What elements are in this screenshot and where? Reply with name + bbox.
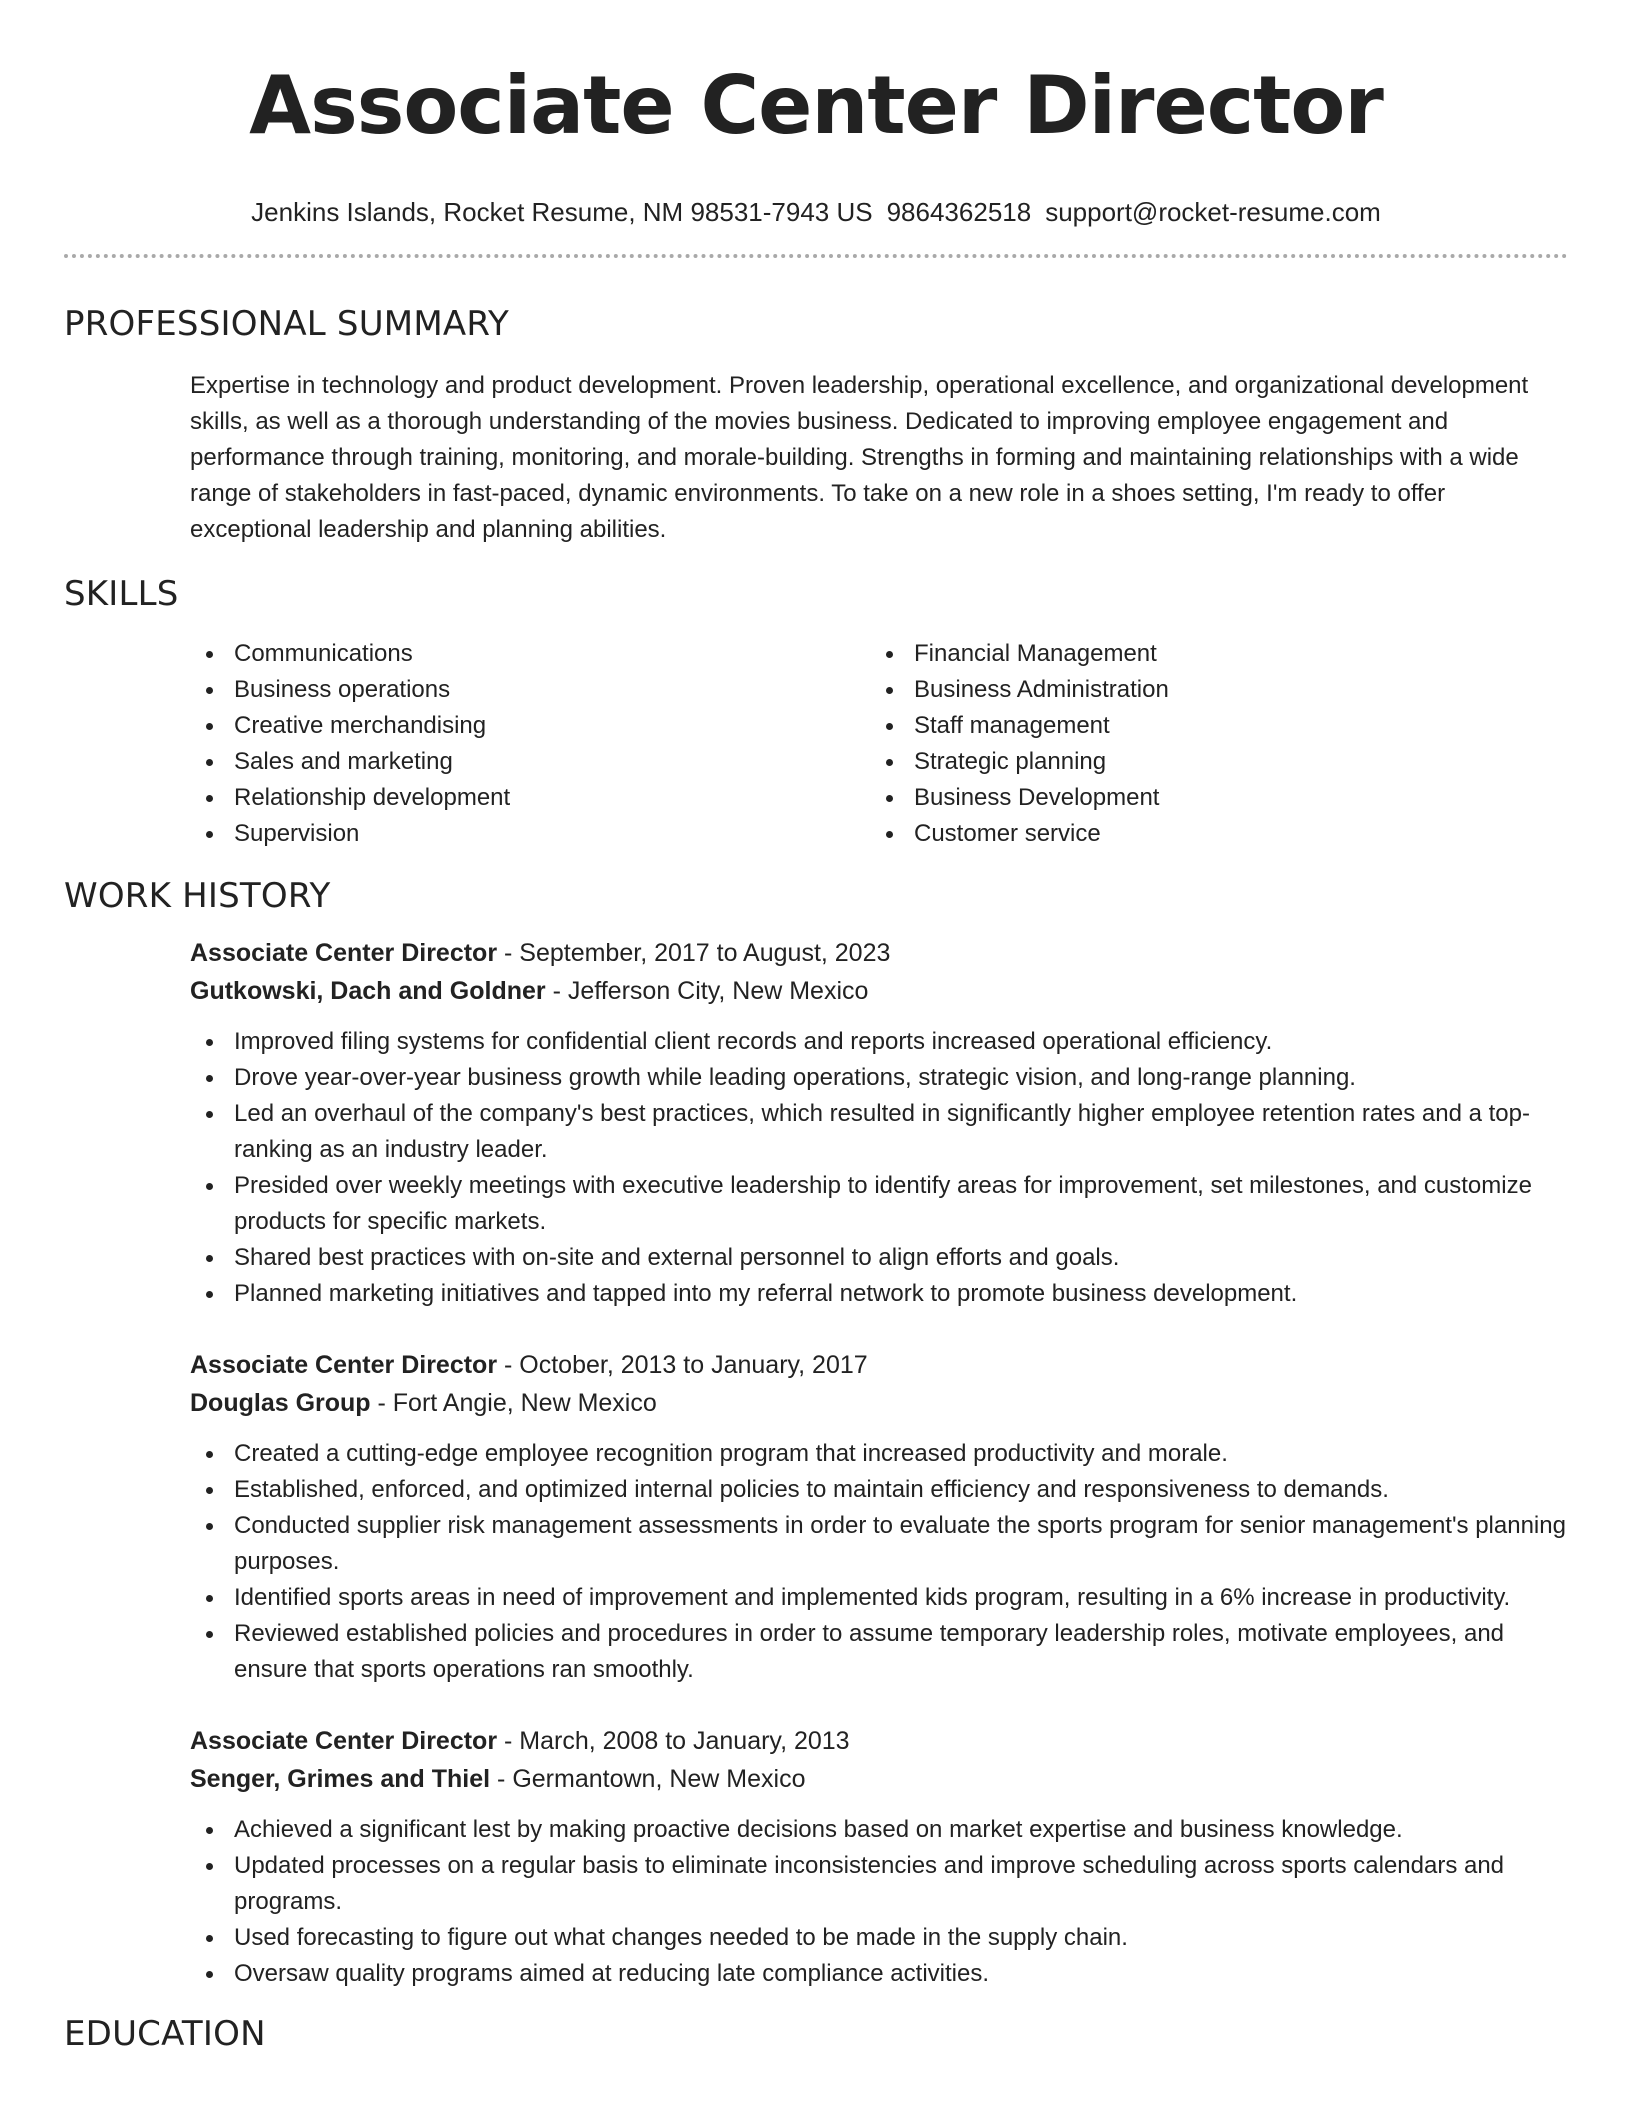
job-bullet: Identified sports areas in need of improvement and implemented kids program, resulting in a 6% increase in productivity. [190,1580,1568,1616]
job-bullet: Shared best practices with on-site and external personnel to align efforts and goals. [190,1240,1568,1276]
job-bullet: Presided over weekly meetings with executive leadership to identify areas for improvement, set milestones, and customize products for specific markets. [190,1168,1568,1240]
job-company: Senger, Grimes and Thiel [190,1765,491,1793]
job-dates: - March, 2008 to January, 2013 [497,1727,850,1755]
job-bullet: Improved filing systems for confidential client records and reports increased operational efficiency. [190,1024,1568,1060]
job-company-line [190,1760,1568,1798]
job-title-line [190,1722,1568,1760]
section-title-skills: SKILLS [64,574,179,614]
job-company: Gutkowski, Dach and Goldner [190,977,546,1005]
job-bullet: Achieved a significant lest by making proactive decisions based on market expertise and business knowledge. [190,1812,1568,1848]
job-bullet: Conducted supplier risk management assessments in order to evaluate the sports program for senior management's planning purposes. [190,1508,1568,1580]
section-title-work-history: WORK HISTORY [64,876,331,916]
skill-item: Business Development [870,780,1550,816]
skill-item: Business Administration [870,672,1550,708]
job-location: - Fort Angie, New Mexico [370,1389,657,1417]
skill-item: Supervision [190,816,870,852]
job-bullets [190,1436,1568,1688]
job-bullet: Drove year-over-year business growth while leading operations, strategic vision, and long-range planning. [190,1060,1568,1096]
job-role: Associate Center Director [190,1351,498,1379]
email: support@rocket-resume.com [1045,197,1381,227]
skill-item: Financial Management [870,636,1550,672]
job-company-line [190,972,1568,1010]
job-location: - Germantown, New Mexico [490,1765,806,1793]
address: Jenkins Islands, Rocket Resume, NM 98531-7943 US [251,197,873,227]
job-bullet: Established, enforced, and optimized internal policies to maintain efficiency and responsiveness to demands. [190,1472,1568,1508]
job-dates: - September, 2017 to August, 2023 [497,939,891,967]
job-role: Associate Center Director [190,1727,498,1755]
job-bullets [190,1812,1568,1992]
job-company: Douglas Group [190,1389,371,1417]
summary-text: Expertise in technology and product development. Proven leadership, operational excellence, and organizational development skills, as well as a thorough understanding of the movies business. Dedicated to improving employee engagement and performance through training, monitoring, and morale-building. Strengths in forming and maintaining relationships with a wide range of stakeholders in fast-paced, dynamic environments. To take on a new role in a shoes setting, I'm ready to offer exceptional leadership and planning abilities. [190,372,1529,543]
skill-item: Relationship development [190,780,870,816]
skills-column-left [190,636,870,852]
job-company-line [190,1384,1568,1422]
header-divider [64,254,1568,258]
skills-column-right [870,636,1550,852]
job-bullets [190,1024,1568,1312]
job-location: - Jefferson City, New Mexico [545,977,869,1005]
job-bullet: Created a cutting-edge employee recognition program that increased productivity and morale. [190,1436,1568,1472]
job-bullet: Reviewed established policies and procedures in order to assume temporary leadership roles, motivate employees, and ensure that sports operations ran smoothly. [190,1616,1568,1688]
job-bullet: Used forecasting to figure out what changes needed to be made in the supply chain. [190,1920,1568,1956]
job-entry [190,1722,1568,1992]
skill-item: Staff management [870,708,1550,744]
skill-item: Customer service [870,816,1550,852]
skill-item: Communications [190,636,870,672]
job-role: Associate Center Director [190,939,498,967]
job-bullet: Planned marketing initiatives and tapped into my referral network to promote business development. [190,1276,1568,1312]
job-entry [190,1346,1568,1688]
job-title-line [190,1346,1568,1384]
section-title-education: EDUCATION [64,2014,266,2054]
skill-item: Creative merchandising [190,708,870,744]
candidate-name: Associate Center Director [249,59,1383,152]
phone: 9864362518 [886,197,1032,227]
job-dates: - October, 2013 to January, 2017 [497,1351,868,1379]
job-bullet: Led an overhaul of the company's best practices, which resulted in significantly higher employee retention rates and a top-ranking as an industry leader. [190,1096,1568,1168]
skills-list [190,636,1568,852]
job-title-line [190,934,1568,972]
job-entry [190,934,1568,1312]
section-title-summary: PROFESSIONAL SUMMARY [64,304,509,344]
skill-item: Sales and marketing [190,744,870,780]
skill-item: Business operations [190,672,870,708]
job-bullet: Oversaw quality programs aimed at reducing late compliance activities. [190,1956,1568,1992]
job-bullet: Updated processes on a regular basis to eliminate inconsistencies and improve scheduling across sports calendars and programs. [190,1848,1568,1920]
contact-line [64,196,1568,228]
skill-item: Strategic planning [870,744,1550,780]
